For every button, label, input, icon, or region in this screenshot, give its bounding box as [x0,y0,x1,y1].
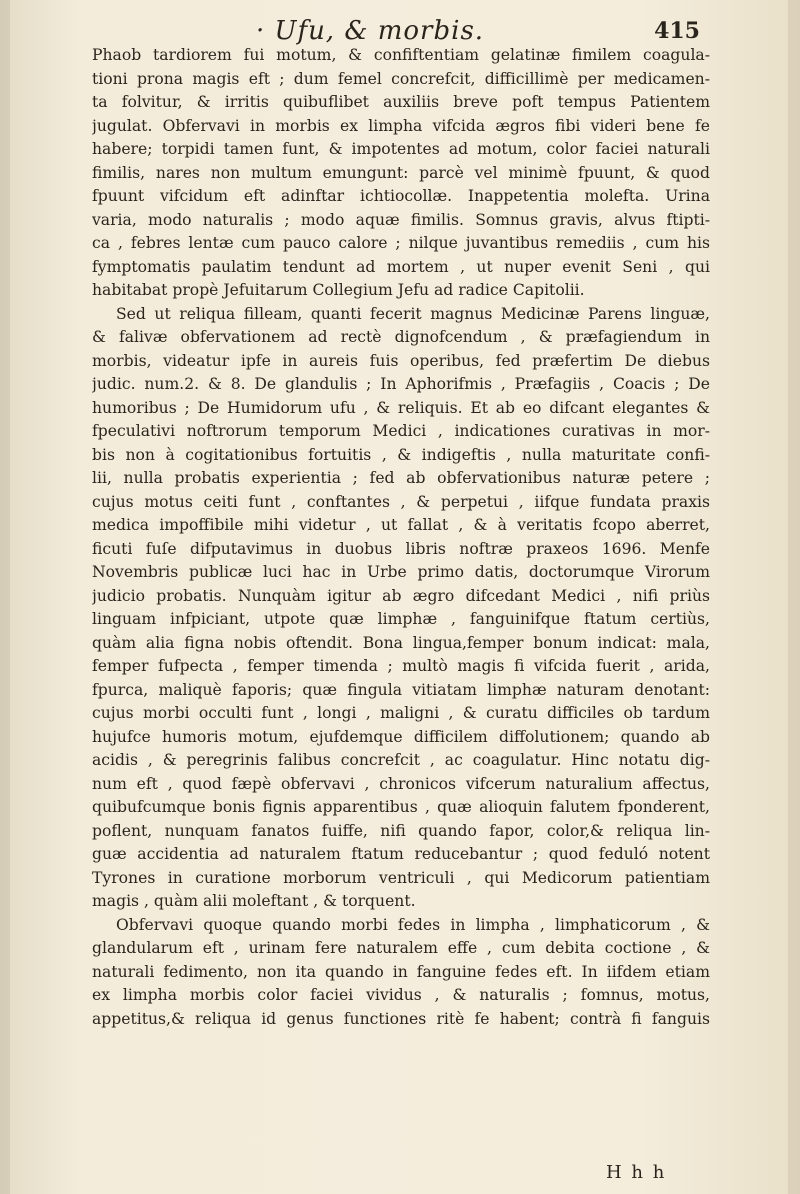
text-line: num eft , quod fæpè obfervavi , chronicos vifcerum naturalium affectus, [92,774,710,793]
text-line: ex limpha morbis color faciei vividus , & naturalis ; fomnus, motus, [92,986,710,1004]
text-line: Obfervavi quoque quando morbi fedes in limpha , limphaticorum , & [116,915,710,934]
text-line: judic. num.2. & 8. De glandulis ; In Aphorifmis , Præfagiis , Coacis ; De [92,375,710,393]
page-number: 415 [654,18,700,44]
body-text [92,44,710,1031]
catchword: H h h [606,1162,667,1183]
text-line: judicio probatis. Nunquàm igitur ab ægro difcedant Medici , nifi priùs [92,586,710,605]
text-line: hujufce humoris motum, ejufdemque difficilem diffolutionem; quando ab [92,727,710,746]
text-line: & falivæ obfervationem ad rectè dignofcendum , & præfagiendum in [92,328,710,346]
text-line: guæ accidentia ad naturalem ftatum reducebantur ; quod feduló notent [92,845,710,863]
left-page-edge [0,0,10,1194]
text-line: appetitus,& reliqua id genus functiones ritè fe habent; contrà fi fanguis [92,1009,710,1028]
text-line: magis , quàm alii moleftant , & torquent. [92,892,416,910]
text-line: quibufcumque bonis fignis apparentibus , quæ alioquin falutem fponderent, [92,798,710,816]
text-line: humoribus ; De Humidorum ufu , & reliquis. Et ab eo difcant elegantes & [92,398,710,417]
text-line: naturali fedimento, non ita quando in fanguine fedes eft. In iifdem etiam [92,962,710,981]
text-line: morbis, videatur ipfe in aureis fuis operibus, fed præfertim De diebus [92,351,710,370]
text-line: ca , febres lentæ cum pauco calore ; nilque juvantibus remediis , cum his [92,234,710,252]
text-line: femper fufpecta , femper timenda ; multò magis fi vifcida fuerit , arida, [92,657,710,675]
text-line: fymptomatis paulatim tendunt ad mortem , ut nuper evenit Seni , qui [92,257,710,276]
text-line: Novembris publicæ luci hac in Urbe primo datis, doctorumque Virorum [92,563,710,581]
text-line: cujus morbi occulti funt , longi , maligni , & curatu difficiles ob tardum [92,704,710,722]
text-line: fpurca, maliquè faporis; quæ fingula vitiatam limphæ naturam denotant: [92,680,710,699]
text-line: Phaob tardiorem fui motum, & confiftentiam gelatinæ fimilem coagula- [92,46,710,64]
text-line: bis non à cogitationibus fortuitis , & indigeftis , nulla maturitate confi- [92,445,710,464]
text-line: habitabat propè Jefuitarum Collegium Jefu ad radice Capitolii. [92,281,585,299]
text-line: fpeculativi noftrorum temporum Medici , indicationes curativas in mor- [92,422,710,440]
text-line: poflent, nunquam fanatos fuiffe, nifi quando fapor, color,& reliqua lin- [92,821,710,840]
text-line: quàm alia figna nobis oftendit. Bona lingua,femper bonum indicat: mala, [92,633,710,652]
text-line: lii, nulla probatis experientia ; fed ab obfervationibus naturæ petere ; [92,469,710,487]
text-line: fimilis, nares non multum emungunt: parcè vel minimè fpuunt, & quod [92,163,710,182]
text-line: acidis , & peregrinis falibus concrefcit , ac coagulatur. Hinc notatu dig- [92,751,710,769]
text-line: varia, modo naturalis ; modo aquæ fimilis. Somnus gravis, alvus ftipti- [92,210,710,229]
text-line: cujus motus ceiti funt , conftantes , & perpetui , iifque fundata praxis [92,492,710,511]
text-line: jugulat. Obfervavi in morbis ex limpha vifcida ægros fibi videri bene fe [92,116,710,135]
text-line: ficuti fuſe difputavimus in duobus libris noftræ praxeos 1696. Menfe [92,539,710,558]
text-line: Sed ut reliqua filleam, quanti fecerit magnus Medicinæ Parens linguæ, [116,304,710,323]
text-line: linguam infpiciant, utpote quæ limphæ , fanguinifque ftatum certiùs, [92,610,710,628]
text-line: habere; torpidi tamen funt, & impotentes ad motum, color faciei naturali [92,140,710,158]
text-line: Tyrones in curatione morborum ventriculi , qui Medicorum patientiam [92,868,710,887]
text-line: medica impoffibile mihi videtur , ut fallat , & à veritatis fcopo aberret, [92,516,710,534]
text-line: fpuunt vifcidum eft adinftar ichtiocollæ. Inappetentia molefta. Urina [92,187,710,205]
text-line: ta folvitur, & irritis quibuflibet auxiliis breve poft tempus Patientem [92,93,710,111]
right-page-edge [788,0,800,1194]
text-line: tioni prona magis eft ; dum femel concrefcit, difficillimè per medicamen- [92,69,710,88]
running-title: · Ufu, & morbis. [256,16,485,46]
text-line: glandularum eft , urinam fere naturalem effe , cum debita coctione , & [92,939,710,957]
